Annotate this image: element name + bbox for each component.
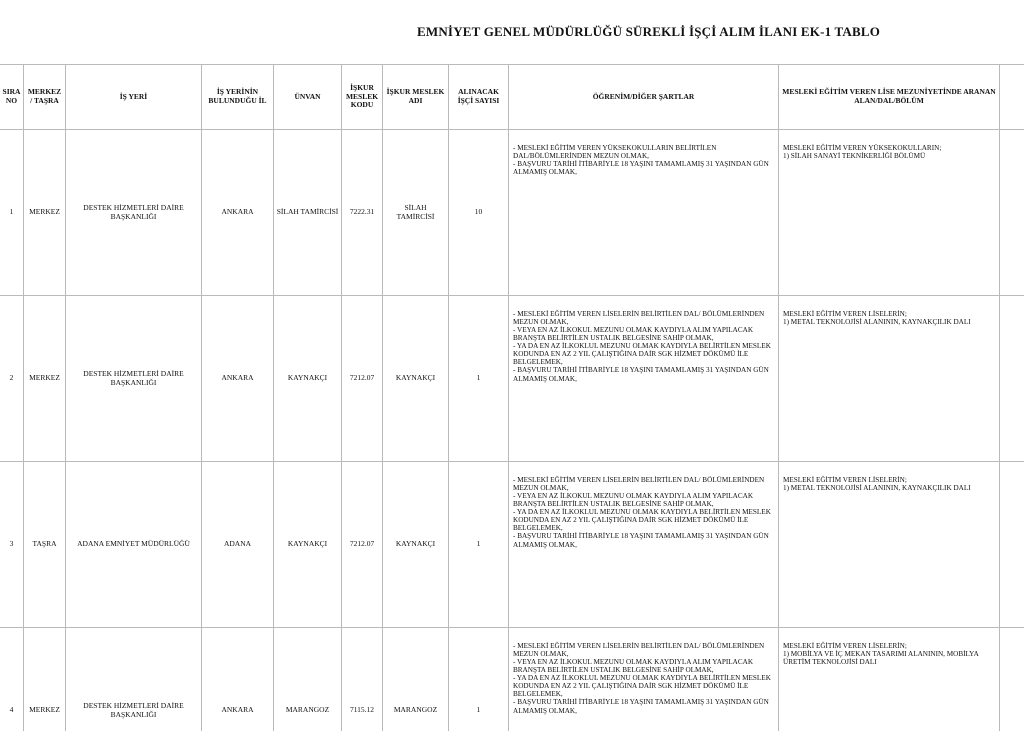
cell-il: ANKARA	[202, 628, 274, 731]
requirement-line: - MESLEKİ EĞİTİM VEREN LİSELERİN BELİRTİLEN DAL/ BÖLÜMLERİNDEN MEZUN OLMAK,	[513, 642, 765, 659]
field-line: MESLEKİ EĞİTİM VEREN LİSELERİN;	[783, 310, 907, 318]
col-header-isci-sayisi: ALINACAK İŞÇİ SAYISI	[449, 65, 509, 130]
table-row	[0, 462, 1024, 628]
cell-is-yeri: DESTEK HİZMETLERİ DAİRE BAŞKANLIĞI	[66, 296, 202, 462]
col-header-meslek-adi: İŞKUR MESLEK ADI	[383, 65, 449, 130]
requirement-line: - BAŞVURU TARİHİ İTİBARİYLE 18 YAŞINI TAMAMLAMIŞ 31 YAŞINDAN GÜN ALMAMIŞ OLMAK,	[513, 160, 769, 177]
cell-sartlar	[509, 130, 779, 296]
cell-isci-sayisi: 1	[449, 628, 509, 731]
cell-cutoff	[1000, 628, 1024, 731]
col-header-merkez-tasra: MERKEZ / TAŞRA	[24, 65, 66, 130]
cell-alan	[779, 296, 1000, 462]
requirement-line: - MESLEKİ EĞİTİM VEREN LİSELERİN BELİRTİLEN DAL/ BÖLÜMLERİNDEN MEZUN OLMAK,	[513, 310, 765, 327]
col-header-sartlar: ÖĞRENİM/DİĞER ŞARTLAR	[509, 65, 779, 130]
col-header-is-yeri: İŞ YERİ	[66, 65, 202, 130]
field-line: MESLEKİ EĞİTİM VEREN LİSELERİN;	[783, 476, 907, 484]
cell-unvan: SİLAH TAMİRCİSİ	[274, 130, 342, 296]
cell-alan	[779, 130, 1000, 296]
cell-sira-no: 3	[0, 462, 24, 628]
requirement-line: - BAŞVURU TARİHİ İTİBARİYLE 18 YAŞINI TAMAMLAMIŞ 31 YAŞINDAN GÜN ALMAMIŞ OLMAK,	[513, 698, 769, 715]
requirement-line: - VEYA EN AZ İLKOKUL MEZUNU OLMAK KAYDIYLA ALIM YAPILACAK BRANŞTA BELİRTİLEN USTALIK BELGESİNE SAHİP OLMAK,	[513, 492, 754, 509]
requirement-line: - YA DA EN AZ İLKOKLUL MEZUNU OLMAK KAYDIYLA BELİRTİLEN MESLEK KODUNDA EN AZ 2 YIL ÇALIŞTIĞINA DAİR SGK HİZMET DÖKÜMÜ İLE BELGELEMEK,	[513, 508, 771, 533]
cell-alan	[779, 628, 1000, 731]
table-row	[0, 296, 1024, 462]
cell-il: ANKARA	[202, 130, 274, 296]
requirement-line: - VEYA EN AZ İLKOKUL MEZUNU OLMAK KAYDIYLA ALIM YAPILACAK BRANŞTA BELİRTİLEN USTALIK BELGESİNE SAHİP OLMAK,	[513, 326, 754, 343]
cell-unvan: KAYNAKÇI	[274, 296, 342, 462]
cell-sira-no: 2	[0, 296, 24, 462]
page-title: EMNİYET GENEL MÜDÜRLÜĞÜ SÜREKLİ İŞÇİ ALIM İLANI EK-1 TABLO	[0, 0, 1024, 65]
cell-unvan: MARANGOZ	[274, 628, 342, 731]
cell-unvan: KAYNAKÇI	[274, 462, 342, 628]
cell-meslek-kodu: 7212.07	[342, 462, 383, 628]
cell-il: ANKARA	[202, 296, 274, 462]
requirement-line: - YA DA EN AZ İLKOKLUL MEZUNU OLMAK KAYDIYLA BELİRTİLEN MESLEK KODUNDA EN AZ 2 YIL ÇALIŞTIĞINA DAİR SGK HİZMET DÖKÜMÜ İLE BELGELEMEK,	[513, 342, 771, 367]
header-row	[0, 65, 1024, 130]
col-header-meslek-kodu: İŞKUR MESLEK KODU	[342, 65, 383, 130]
table-row	[0, 130, 1024, 296]
cell-sartlar	[509, 296, 779, 462]
cell-merkez-tasra: MERKEZ	[24, 130, 66, 296]
cell-cutoff	[1000, 130, 1024, 296]
field-line: 1) METAL TEKNOLOJİSİ ALANININ, KAYNAKÇILIK DALI	[783, 318, 971, 327]
requirement-line: - MESLEKİ EĞİTİM VEREN LİSELERİN BELİRTİLEN DAL/ BÖLÜMLERİNDEN MEZUN OLMAK,	[513, 476, 765, 493]
field-line: MESLEKİ EĞİTİM VEREN LİSELERİN;	[783, 642, 907, 650]
table-body	[0, 130, 1024, 731]
field-line: 1) MOBİLYA VE İÇ MEKAN TASARIMI ALANININ, MOBİLYA ÜRETİM TEKNOLOJİSİ DALI	[783, 650, 979, 667]
cell-meslek-adi: SİLAH TAMİRCİSİ	[383, 130, 449, 296]
cell-isci-sayisi: 1	[449, 462, 509, 628]
col-header-cutoff	[1000, 65, 1024, 130]
cell-merkez-tasra: TAŞRA	[24, 462, 66, 628]
cell-alan	[779, 462, 1000, 628]
col-header-sira-no: SIRA NO	[0, 65, 24, 130]
cell-sira-no: 1	[0, 130, 24, 296]
cell-is-yeri: DESTEK HİZMETLERİ DAİRE BAŞKANLIĞI	[66, 130, 202, 296]
table-row	[0, 628, 1024, 731]
cell-cutoff	[1000, 296, 1024, 462]
cell-cutoff	[1000, 462, 1024, 628]
cell-il: ADANA	[202, 462, 274, 628]
cell-merkez-tasra: MERKEZ	[24, 628, 66, 731]
cell-meslek-kodu: 7212.07	[342, 296, 383, 462]
cell-meslek-kodu: 7222.31	[342, 130, 383, 296]
cell-is-yeri: ADANA EMNİYET MÜDÜRLÜĞÜ	[66, 462, 202, 628]
cell-sartlar	[509, 628, 779, 731]
cell-meslek-adi: KAYNAKÇI	[383, 462, 449, 628]
field-line: 1) METAL TEKNOLOJİSİ ALANININ, KAYNAKÇILIK DALI	[783, 484, 971, 493]
cell-sira-no: 4	[0, 628, 24, 731]
field-line: MESLEKİ EĞİTİM VEREN YÜKSEKOKULLARIN;	[783, 144, 942, 152]
requirement-line: - BAŞVURU TARİHİ İTİBARİYLE 18 YAŞINI TAMAMLAMIŞ 31 YAŞINDAN GÜN ALMAMIŞ OLMAK,	[513, 366, 769, 383]
field-line: 1) SİLAH SANAYİ TEKNİKERLİĞİ BÖLÜMÜ	[783, 152, 926, 161]
cell-merkez-tasra: MERKEZ	[24, 296, 66, 462]
cell-meslek-adi: KAYNAKÇI	[383, 296, 449, 462]
requirement-line: - VEYA EN AZ İLKOKUL MEZUNU OLMAK KAYDIYLA ALIM YAPILACAK BRANŞTA BELİRTİLEN USTALIK BELGESİNE SAHİP OLMAK,	[513, 658, 754, 675]
cell-meslek-kodu: 7115.12	[342, 628, 383, 731]
cell-isci-sayisi: 1	[449, 296, 509, 462]
cell-isci-sayisi: 10	[449, 130, 509, 296]
col-header-unvan: ÜNVAN	[274, 65, 342, 130]
cell-meslek-adi: MARANGOZ	[383, 628, 449, 731]
col-header-alan: MESLEKİ EĞİTİM VEREN LİSE MEZUNİYETİNDE ARANAN ALAN/DAL/BÖLÜM	[779, 65, 1000, 130]
col-header-il: İŞ YERİNİN BULUNDUĞU İL	[202, 65, 274, 130]
requirement-line: - MESLEKİ EĞİTİM VEREN YÜKSEKOKULLARIN BELİRTİLEN DAL/BÖLÜMLERİNDEN MEZUN OLMAK,	[513, 144, 717, 161]
requirement-line: - BAŞVURU TARİHİ İTİBARİYLE 18 YAŞINI TAMAMLAMIŞ 31 YAŞINDAN GÜN ALMAMIŞ OLMAK,	[513, 532, 769, 549]
cell-sartlar	[509, 462, 779, 628]
requirement-line: - YA DA EN AZ İLKOKLUL MEZUNU OLMAK KAYDIYLA BELİRTİLEN MESLEK KODUNDA EN AZ 2 YIL ÇALIŞTIĞINA DAİR SGK HİZMET DÖKÜMÜ İLE BELGELEMEK,	[513, 674, 771, 699]
cell-is-yeri: DESTEK HİZMETLERİ DAİRE BAŞKANLIĞI	[66, 628, 202, 731]
